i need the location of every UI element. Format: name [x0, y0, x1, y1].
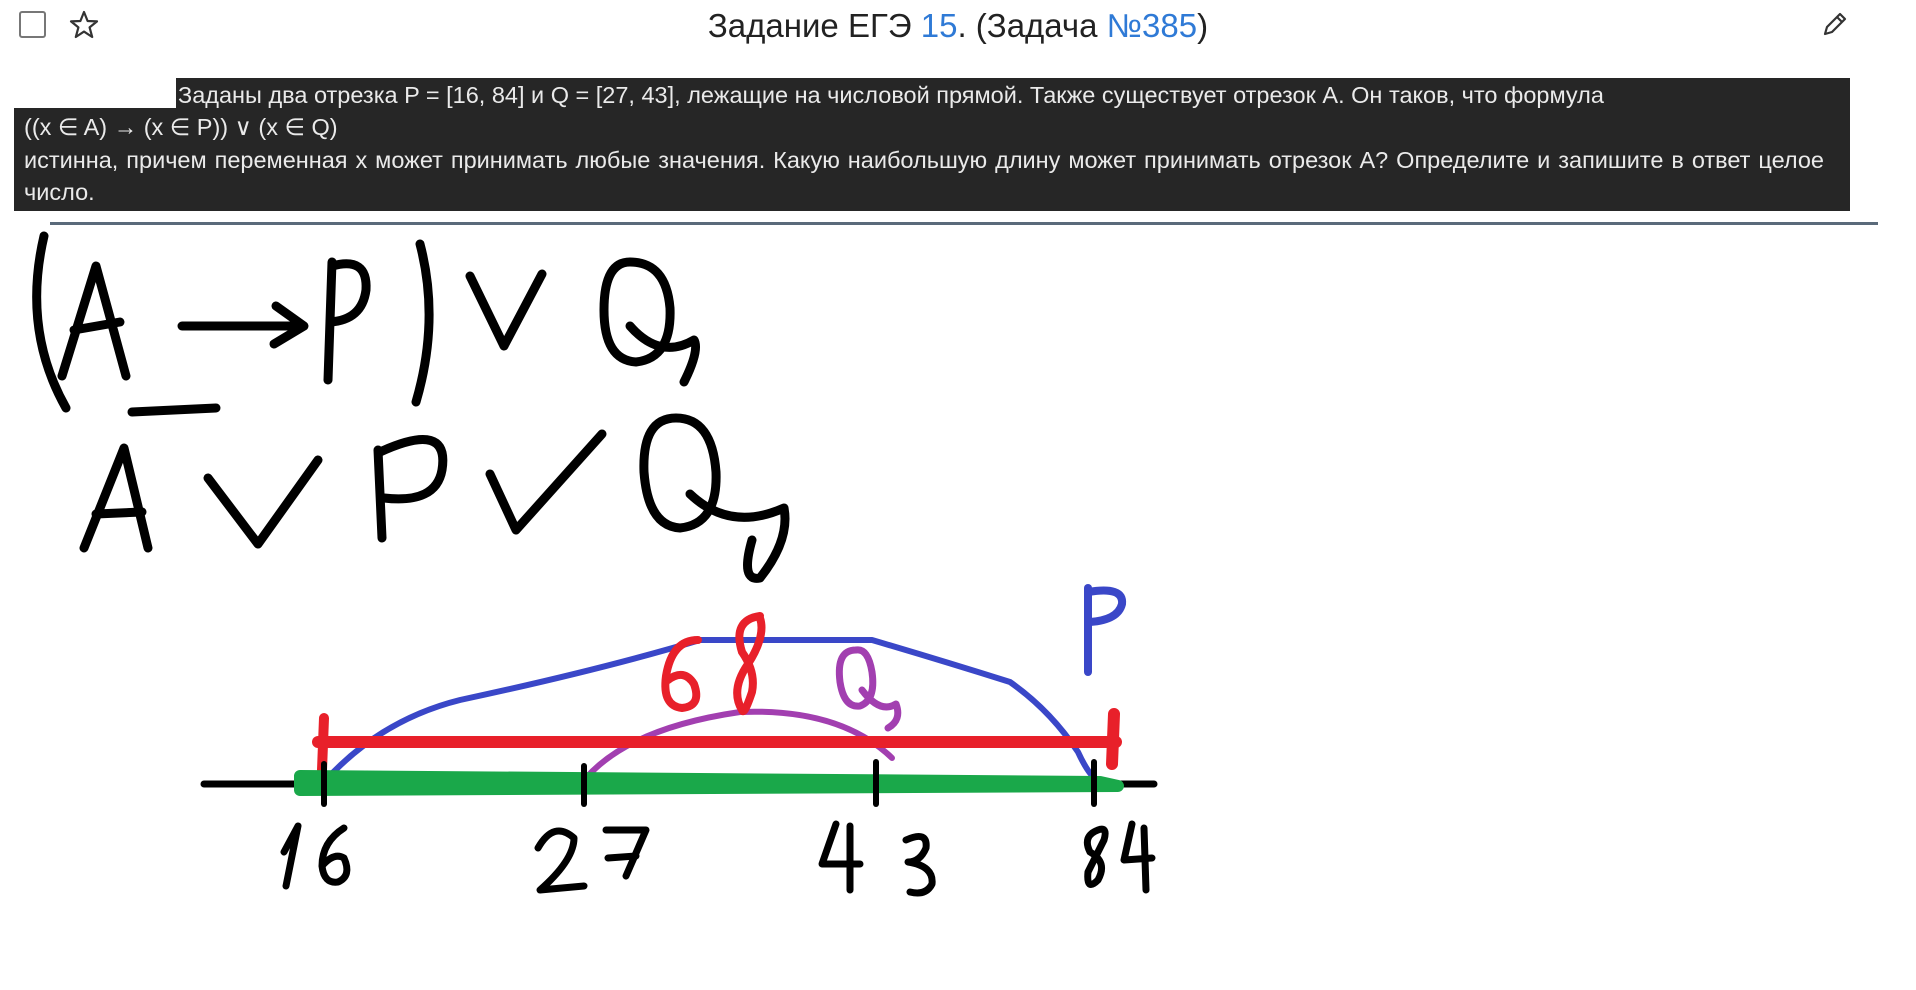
tick-labels — [284, 824, 1152, 893]
answer-segment — [300, 776, 1118, 790]
task-number-link[interactable]: 15 — [920, 7, 958, 44]
formula-1-strokes — [37, 236, 696, 408]
title-suffix: ) — [1197, 7, 1209, 44]
segment-p-curve — [324, 640, 1100, 782]
task-formula: ((x ∈ A) → (x ∈ P)) ∨ (x ∈ Q) — [24, 114, 338, 140]
problem-id-link[interactable]: №385 — [1106, 7, 1198, 44]
answer-68 — [665, 616, 761, 711]
task-line-1: Заданы два отрезка P = [16, 84] и Q = [27, 43], лежащие на числовой прямой. Также существует отрезок A. Он таков, что формула — [178, 82, 1604, 108]
task-question: истинна, причем переменная x может принимать любые значения. Какую наибольшую длину может принимать отрезок A? Определите и запишите в ответ целое число. — [24, 147, 1824, 205]
label-p — [1088, 588, 1122, 672]
title-prefix: Задание ЕГЭ — [707, 7, 921, 44]
formula-2-strokes — [84, 408, 785, 578]
formula-2-text: Ā∨P∨Q — [90, 560, 94, 561]
formula-1-text: (A→P)∨Q — [40, 380, 45, 381]
title-mid: . (Задача — [957, 7, 1107, 44]
label-q — [839, 650, 897, 728]
